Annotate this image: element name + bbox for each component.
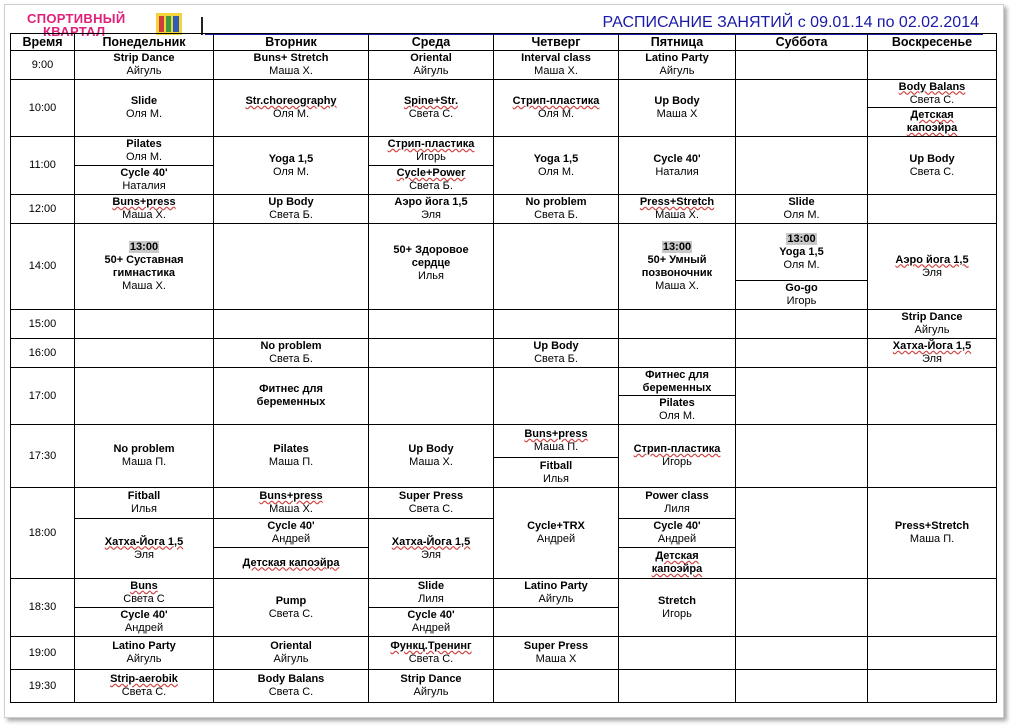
empty-cell [75,368,214,425]
trainer-name: Игорь [662,607,692,620]
class-name: Fitball [539,459,573,472]
empty-cell [736,51,868,80]
trainer-name: Эля [421,548,441,561]
class-name: No problem [113,443,175,455]
time-cell: 15:00 [11,310,75,339]
logo-line2: КВАРТАЛ [43,24,106,39]
class-name: Up Body [268,196,314,208]
empty-cell [736,637,868,670]
class-cell [75,425,214,488]
class-name: Buns+press [259,490,323,502]
trainer-name: Айгуль [413,686,449,698]
class-name: No problem [525,196,587,208]
trainer-name: Игорь [662,456,692,468]
class-cell [75,137,214,166]
class-cell [75,488,214,519]
class-cell [75,51,214,80]
class-name: Pilates [126,138,162,150]
trainer-name: Света С. [268,607,314,620]
table-row [11,51,997,80]
class-cell [494,80,619,137]
col-header-time: Время [11,34,75,51]
class-name-line1: Детская [910,109,954,121]
class-cell [619,519,736,548]
class-name: Up Body [533,340,579,352]
trainer-name: Света С. [909,93,955,106]
class-cell [494,488,619,579]
table-row [11,670,997,703]
trainer-name: Света С. [408,108,454,120]
trainer-name: Айгуль [538,593,574,605]
class-cell [75,608,214,637]
empty-cell [494,608,619,637]
empty-cell [868,51,997,80]
class-cell [494,339,619,368]
empty-cell [214,310,369,339]
trainer-name: Света Б. [409,180,453,192]
trainer-name: Маша Х. [269,503,313,515]
class-name-line1: 50+ Умный [647,253,707,266]
class-name-line2: беременных [642,381,712,394]
class-name: Slide [417,580,445,592]
empty-cell [868,368,997,425]
col-header-fri: Пятница [619,34,736,51]
class-name-line2: сердце [411,257,451,269]
class-cell [736,195,868,224]
class-name: Power class [645,490,709,502]
empty-cell [736,80,868,137]
trainer-name: Маша Х. [409,456,453,468]
class-cell [214,637,369,670]
class-cell [619,579,736,637]
trainer-name: Света С. [268,686,314,698]
class-cell [619,548,736,579]
col-header-thu: Четверг [494,34,619,51]
class-name: Yoga 1,5 [533,152,579,165]
class-cell [214,80,369,137]
time-cell: 17:30 [11,425,75,488]
trainer-name: Света С [123,593,165,605]
class-cell [75,637,214,670]
class-name: Хатха-Йога 1,5 [391,535,471,548]
class-cell [214,51,369,80]
empty-cell [868,637,997,670]
class-cell [369,519,494,579]
class-name: Up Body [654,95,700,107]
class-name-line2: беременных [256,396,326,408]
trainer-name: Света Б. [269,209,313,221]
empty-cell [736,137,868,195]
empty-cell [868,670,997,703]
trainer-name: Андрей [657,533,697,545]
class-name: Stretch [658,594,696,607]
class-cell [619,137,736,195]
trainer-name: Илья [417,270,444,282]
empty-cell [736,368,868,425]
class-name: Interval class [521,52,591,64]
class-name: Slide [130,95,158,107]
table-row [11,368,997,396]
trainer-name: Маша П. [909,533,955,545]
class-name: Fitball [127,490,161,502]
time-cell: 19:30 [11,670,75,703]
class-name: No problem [260,340,322,352]
trainer-name: Айгуль [273,653,309,665]
trainer-name: Оля М. [783,258,820,271]
trainer-name: Маша П. [533,441,579,453]
class-name: Хатха-Йога 1,5 [892,340,972,352]
trainer-name: Света С. [408,503,454,515]
table-row [11,339,997,368]
empty-cell [736,488,868,579]
table-row [11,425,997,458]
class-name: Стрип-пластика [512,95,600,107]
trainer-name: Света Б. [534,209,578,221]
class-name: Strip Dance [113,52,175,64]
empty-cell [736,425,868,488]
trainer-name: Оля М. [125,108,163,120]
empty-cell [369,310,494,339]
empty-cell [494,224,619,310]
trainer-name: Андрей [536,533,576,545]
class-cell [75,195,214,224]
class-cell [369,637,494,670]
class-cell [619,488,736,519]
empty-cell [619,339,736,368]
empty-cell [494,670,619,703]
class-name: Go-go [785,282,818,294]
class-cell [494,51,619,80]
trainer-name: Маша Х. [534,65,578,77]
class-cell [619,425,736,488]
table-row [11,310,997,339]
class-cell [494,425,619,458]
class-cell [214,368,369,425]
empty-cell [75,310,214,339]
table-row [11,488,997,519]
class-cell [369,137,494,166]
empty-cell [369,368,494,425]
trainer-name: Оля М. [783,209,820,221]
col-header-tue: Вторник [214,34,369,51]
class-name: Стрип-пластика [387,138,475,150]
class-name: Press+Stretch [894,520,970,532]
class-cell [369,488,494,519]
table-row [11,579,997,608]
class-name: Функц.Тренинг [390,640,472,652]
class-name: Yoga 1,5 [779,245,824,258]
time-cell: 16:00 [11,339,75,368]
class-time-highlight: 13:00 [662,240,692,253]
class-cell [369,670,494,703]
class-cell [736,224,868,281]
class-name: Up Body [408,443,454,455]
trainer-name: Эля [922,353,942,365]
trainer-name: Маша Х [656,108,698,120]
class-cell [214,137,369,195]
class-cell [868,137,997,195]
class-cell [868,108,997,137]
class-cell [369,51,494,80]
trainer-name: Айгуль [126,653,162,665]
time-cell: 9:00 [11,51,75,80]
trainer-name: Оля М. [537,165,575,178]
trainer-name: Андрей [124,622,164,634]
class-cell [369,425,494,488]
trainer-name: Маша Х. [122,279,166,292]
class-cell [214,579,369,637]
trainer-name: Маша П. [121,456,167,468]
class-name: Spine+Str. [403,95,459,107]
trainer-name: Андрей [271,533,311,545]
class-name: Up Body [909,152,955,165]
class-name-line2: капоэйра [906,122,958,134]
class-cell [868,310,997,339]
class-cell [868,80,997,108]
trainer-name: Маша П. [268,456,314,468]
col-header-wed: Среда [369,34,494,51]
table-row [11,137,997,166]
class-cell [75,579,214,608]
table-row [11,224,997,281]
trainer-name: Эля [922,266,942,279]
class-name: Oriental [410,52,452,64]
class-name: Cycle 40' [653,152,701,165]
empty-cell [736,339,868,368]
trainer-name: Андрей [411,622,451,634]
class-time-highlight: 13:00 [787,232,816,245]
class-name-line1: Детская [655,550,699,562]
trainer-name: Маша Х. [122,209,166,221]
class-name: Cycle+TRX [527,520,585,532]
class-cell [214,670,369,703]
class-cell [214,519,369,548]
empty-cell [868,195,997,224]
class-name: Cycle 40' [120,609,168,621]
class-cell [369,195,494,224]
empty-cell [736,310,868,339]
class-time-highlight: 13:00 [129,240,159,253]
class-cell [868,488,997,579]
time-cell: 19:00 [11,637,75,670]
trainer-name: Айгуль [126,65,162,77]
trainer-name: Игорь [416,151,446,163]
class-cell [369,166,494,195]
class-name-line2: капоэйра [651,563,703,575]
class-name: Cycle 40' [407,609,455,621]
class-name-line1: 50+ Здоровое [393,244,469,256]
class-name: Buns+press [112,196,176,208]
class-name-line1: 50+ Суставная [104,253,184,266]
class-name: Strip-aerobik [110,673,178,685]
class-cell [619,396,736,425]
trainer-name: Илья [130,503,157,515]
trainer-name: Маша Х. [655,209,699,221]
class-name: Body Balans [257,673,325,685]
trainer-name: Илья [542,472,569,485]
trainer-name: Света С. [909,165,955,178]
class-cell [494,579,619,608]
class-name-line1: Фитнес для [259,383,323,395]
time-cell: 12:00 [11,195,75,224]
page-title: РАСПИСАНИЕ ЗАНЯТИЙ с 09.01.14 по 02.02.2014 [602,14,979,31]
empty-cell [736,579,868,637]
class-name: Yoga 1,5 [268,152,314,165]
trainer-name: Наталия [122,180,166,192]
empty-cell [369,339,494,368]
table-row [11,195,997,224]
class-name: Press+Stretch [639,196,715,208]
class-name-line1: Фитнес для [645,368,709,381]
class-cell [214,425,369,488]
class-cell [868,224,997,310]
trainer-name: Оля М. [658,410,696,422]
class-name: Latino Party [645,52,709,64]
class-cell [619,51,736,80]
class-cell [494,137,619,195]
trainer-name: Айгуль [413,65,449,77]
class-name: Slide [788,196,815,208]
class-name: Buns+ Stretch [253,52,329,64]
trainer-name: Лиля [418,593,444,605]
class-name: Cycle+Power [396,167,466,179]
class-name: Детская капоэйра [242,556,340,569]
table-row [11,80,997,108]
table-row [11,637,997,670]
class-cell [619,224,736,310]
class-cell [75,80,214,137]
class-name: Super Press [523,640,589,652]
trainer-name: Эля [134,548,154,561]
empty-cell [214,224,369,310]
class-cell [619,368,736,396]
empty-cell [75,339,214,368]
class-name: Strip Dance [901,311,963,323]
class-cell [369,224,494,310]
trainer-name: Эля [421,209,441,221]
trainer-name: Наталия [655,165,699,178]
schedule-table [10,33,997,703]
time-cell: 18:30 [11,579,75,637]
empty-cell [868,425,997,488]
trainer-name: Оля М. [272,108,310,120]
trainer-name: Оля М. [537,108,575,120]
trainer-name: Лиля [664,503,690,515]
class-cell [75,519,214,579]
class-cell [868,339,997,368]
class-name: Cycle 40' [120,167,168,179]
empty-cell [736,670,868,703]
class-cell [369,80,494,137]
trainer-name: Света Б. [269,353,313,365]
header-row [11,34,997,51]
class-cell [75,224,214,310]
class-cell [619,195,736,224]
class-name-line2: гимнастика [112,266,176,279]
class-cell [214,548,369,579]
time-cell: 11:00 [11,137,75,195]
empty-cell [619,670,736,703]
trainer-name: Оля М. [272,165,310,178]
class-name: Buns+press [524,428,588,440]
time-cell: 18:00 [11,488,75,579]
time-cell: 14:00 [11,224,75,310]
class-name: Super Press [398,490,464,502]
class-name: Хатха-Йога 1,5 [104,535,184,548]
col-header-sun: Воскресенье [868,34,997,51]
empty-cell [494,310,619,339]
trainer-name: Айгуль [659,65,695,77]
class-name: Аэро йога 1,5 [895,253,969,266]
class-cell [369,579,494,608]
class-name: Pilates [659,397,695,409]
class-name: Pilates [273,443,309,455]
class-name: Str.choreography [245,95,337,107]
col-header-sat: Суббота [736,34,868,51]
class-name: Buns [130,580,158,592]
class-cell [494,637,619,670]
class-name: Стрип-пластика [633,443,721,455]
class-name: Oriental [270,640,312,652]
empty-cell [619,637,736,670]
trainer-name: Оля М. [125,151,163,163]
class-cell [214,488,369,519]
class-name-line2: позвоночник [641,266,713,279]
class-cell [214,195,369,224]
class-name: Body Balans [898,80,966,93]
class-cell [494,458,619,488]
logo-line1: СПОРТИВНЫЙ [27,11,126,26]
class-cell [494,195,619,224]
empty-cell [619,310,736,339]
class-cell [369,608,494,637]
trainer-name: Света С. [408,653,454,665]
trainer-name: Игорь [786,295,817,307]
empty-cell [494,368,619,425]
trainer-name: Маша Х. [655,279,699,292]
class-name: Strip Dance [400,673,462,685]
trainer-name: Маша Х [535,653,577,665]
class-name: Cycle 40' [267,520,315,532]
trainer-name: Маша Х. [269,65,313,77]
class-cell [214,339,369,368]
col-header-mon: Понедельник [75,34,214,51]
class-cell [736,281,868,310]
class-name: Latino Party [112,640,176,652]
class-name: Latino Party [524,580,588,592]
class-cell [75,670,214,703]
time-cell: 10:00 [11,80,75,137]
class-cell [619,80,736,137]
empty-cell [868,579,997,637]
trainer-name: Света Б. [534,353,578,365]
class-name: Аэро йога 1,5 [394,196,468,208]
class-cell [75,166,214,195]
class-name: Pump [275,594,307,607]
time-cell: 17:00 [11,368,75,425]
trainer-name: Света С. [121,686,167,698]
class-name: Cycle 40' [653,520,701,532]
trainer-name: Айгуль [914,324,950,336]
